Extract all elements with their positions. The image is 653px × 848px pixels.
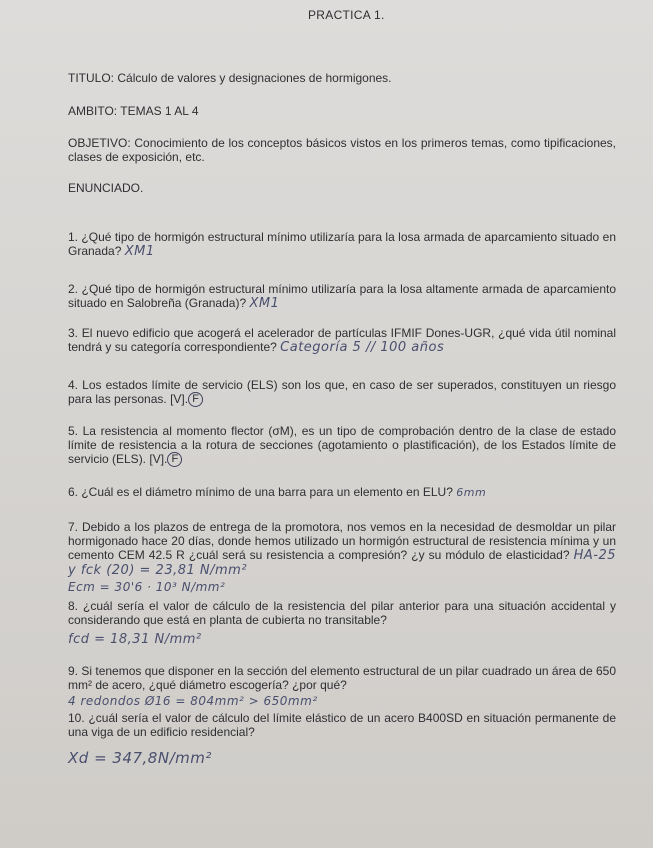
question-6: [68, 485, 616, 500]
question-text: 10. ¿cuál sería el valor de cálculo del límite elástico de un acero B400SD en situación permanente de una viga de un edificio residencial?: [68, 711, 616, 739]
question-5: [68, 424, 616, 467]
ambito-line: [68, 104, 616, 118]
handwritten-answer: Xd = 347,8N/mm²: [68, 749, 212, 767]
objetivo-paragraph: [68, 136, 616, 164]
question-text: 4. Los estados límite de servicio (ELS) son los que, en caso de ser superados, constituyen un riesgo para las personas.: [68, 378, 616, 406]
handwritten-answer: 6mm: [456, 486, 487, 499]
objetivo-label: OBJETIVO:: [68, 136, 131, 150]
titulo-line: [68, 71, 616, 85]
titulo-label: TITULO:: [68, 71, 115, 85]
question-text: 8. ¿cuál sería el valor de cálculo de la resistencia del pilar anterior para una situación accidental y considerando que está en planta de cubierta no transitable?: [68, 599, 616, 627]
question-text: 3. El nuevo edificio que acogerá el acelerador de partículas IFMIF Dones-UGR, ¿qué vida útil nominal tendrá y su categoría correspondiente?: [68, 326, 616, 354]
handwritten-answer: 4 redondos Ø16 = 804mm² > 650mm²: [68, 694, 318, 708]
question-9: [68, 664, 616, 692]
handwritten-answer-2: Ecm = 30'6 · 10³ N/mm²: [68, 580, 226, 594]
question-text: 6. ¿Cuál es el diámetro mínimo de una barra para un elemento en ELU?: [68, 485, 453, 499]
page-title: PRACTICA 1.: [308, 8, 385, 22]
question-7: [68, 520, 616, 578]
objetivo-text: Conocimiento de los conceptos básicos vistos en los primeros temas, como tipificaciones, clases de exposición, etc.: [68, 136, 616, 164]
question-1: [68, 230, 616, 259]
handwritten-answer: HA-25 y fck (20) = 23,81 N/mm²: [68, 548, 616, 578]
option-v: [V].: [149, 452, 168, 466]
question-10: [68, 711, 616, 739]
question-2: [68, 282, 616, 311]
question-3: [68, 326, 616, 355]
option-f-circled: F: [167, 452, 182, 467]
handwritten-answer: XM1: [124, 244, 155, 259]
question-text: 2. ¿Qué tipo de hormigón estructural mínimo utilizaría para la losa altamente armada de aparcamiento situado en Salobreña (Granada)?: [68, 282, 616, 310]
titulo-text: Cálculo de valores y designaciones de hormigones.: [114, 71, 392, 85]
handwritten-answer: Categoría 5 // 100 años: [280, 340, 445, 355]
question-text: 1. ¿Qué tipo de hormigón estructural mínimo utilizaría para la losa armada de aparcamiento situado en Granada?: [68, 230, 616, 258]
question-text: 9. Si tenemos que disponer en la sección del elemento estructural de un pilar cuadrado un área de 650 mm² de acero, ¿qué diámetro escogería? ¿por qué?: [68, 664, 616, 692]
enunciado-heading: ENUNCIADO.: [68, 181, 144, 195]
handwritten-answer: XM1: [249, 296, 280, 311]
handwritten-answer: fcd = 18,31 N/mm²: [68, 632, 202, 647]
question-4: [68, 378, 616, 407]
option-v: [V].: [170, 392, 189, 406]
question-8: [68, 599, 616, 627]
option-f-circled: F: [188, 392, 203, 407]
question-text: 7. Debido a los plazos de entrega de la promotora, nos vemos en la necesidad de desmoldar un pilar hormigonado hace 20 días, donde hemos utilizado un hormigón estructural de resistencia mínima y un cemento CEM 42.5 R ¿cuál será su resistencia a compresión? ¿y su módulo de elasticidad?: [68, 520, 616, 562]
question-text: 5. La resistencia al momento flector (σM), es un tipo de comprobación dentro de la clase de estado límite de resistencia a la rotura de secciones (agotamiento o plastificación), de los Estados límite de servicio (ELS).: [68, 424, 616, 466]
ambito-label: AMBITO:: [68, 104, 118, 118]
ambito-text: TEMAS 1 AL 4: [117, 104, 199, 118]
